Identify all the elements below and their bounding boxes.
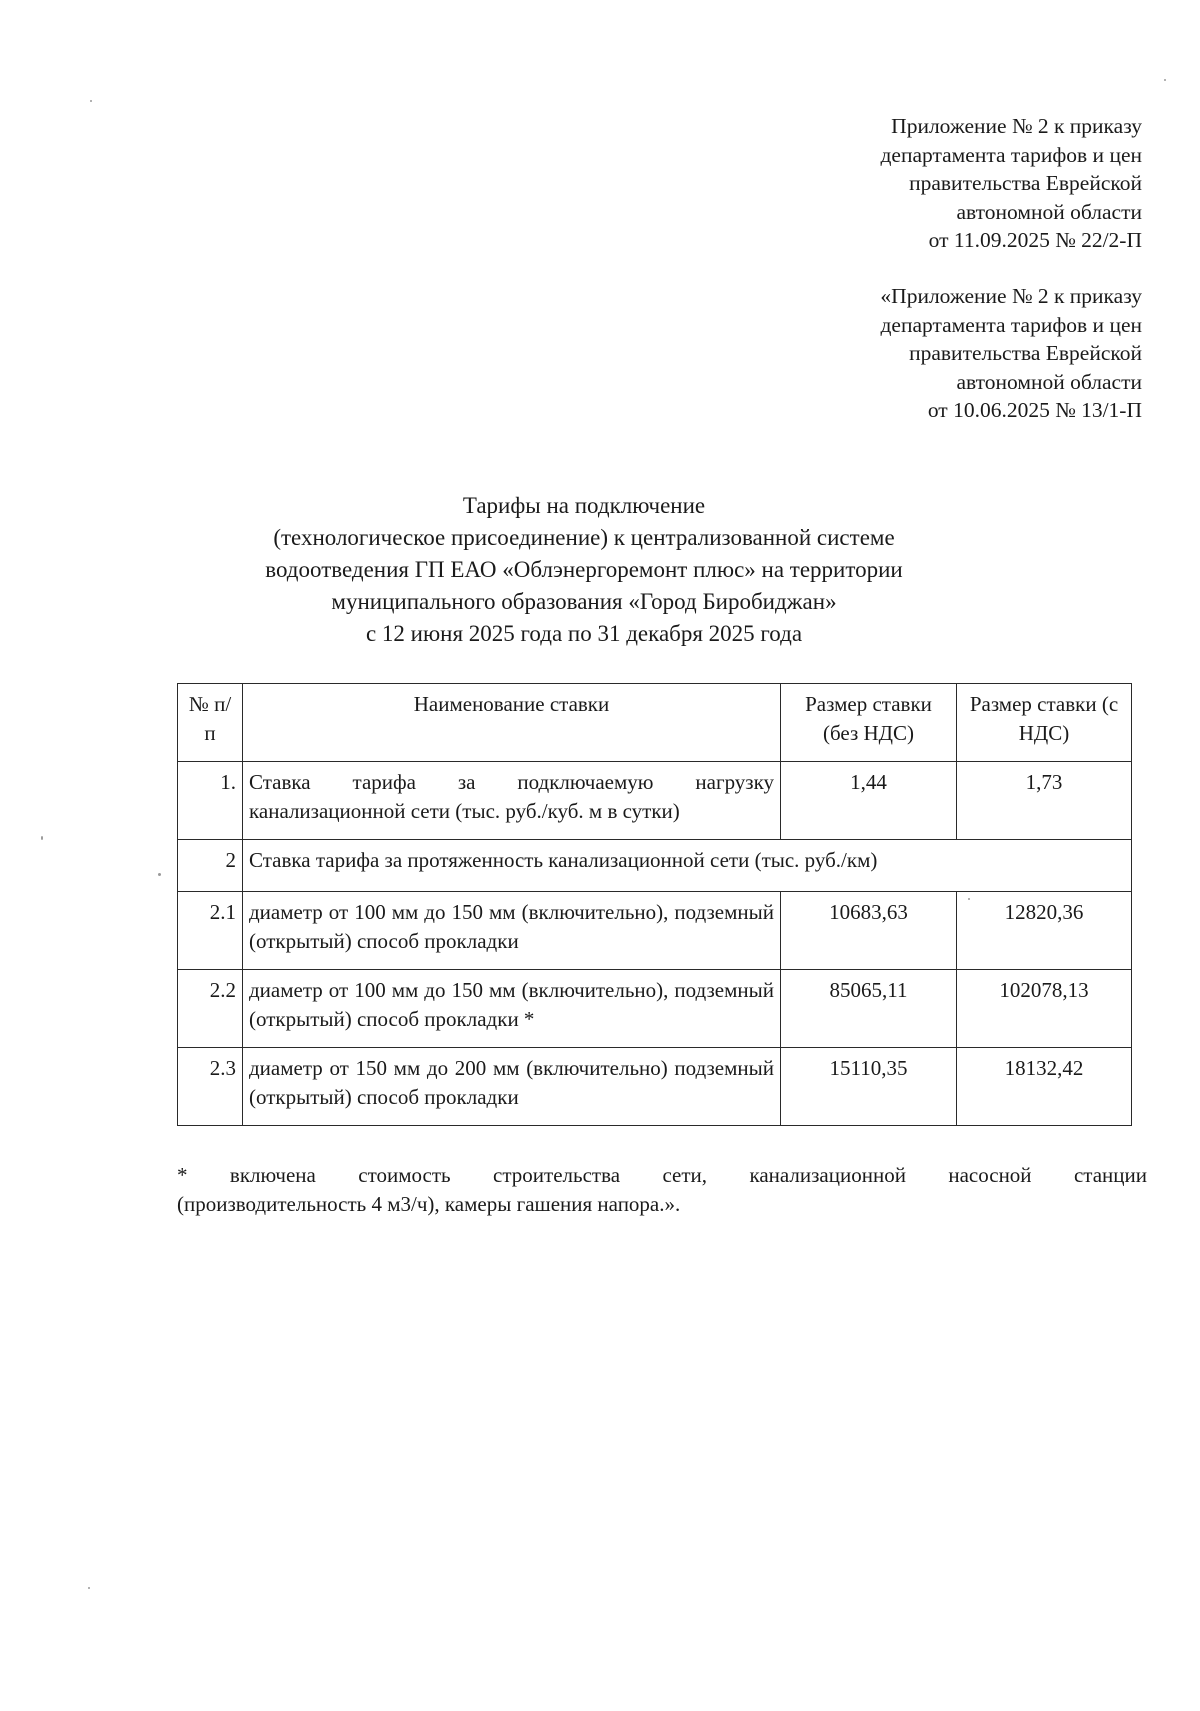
row-rate-name: Ставка тарифа за подключаемую нагрузку канализационной сети (тыс. руб./куб. м в сутки) <box>243 762 781 840</box>
scan-speck <box>41 836 43 840</box>
row-rate-name: диаметр от 100 мм до 150 мм (включительно), подземный (открытый) способ прокладки * <box>243 970 781 1048</box>
row-rate-without-vat: 1,44 <box>781 762 957 840</box>
title-line: Тарифы на подключение <box>462 493 706 518</box>
table-section-row <box>178 840 1132 892</box>
appendix-line: правительства Еврейской <box>909 341 1142 365</box>
scan-speck <box>90 100 92 102</box>
row-rate-with-vat: 1,73 <box>957 762 1132 840</box>
row-number: 2.1 <box>178 892 243 970</box>
table-row <box>178 970 1132 1048</box>
table-row <box>178 762 1132 840</box>
scan-speck <box>88 1587 90 1589</box>
appendix-line: автономной области <box>956 369 1142 394</box>
appendix-reference-previous <box>722 282 1142 425</box>
title-line: водоотведения ГП ЕАО «Облэнергоремонт плюс» на территории <box>265 557 903 582</box>
row-rate-name: диаметр от 100 мм до 150 мм (включительно), подземный (открытый) способ прокладки <box>243 892 781 970</box>
scan-speck <box>968 898 970 900</box>
title-line: (технологическое присоединение) к централизованной системе <box>273 525 895 550</box>
row-number: 2.3 <box>178 1048 243 1126</box>
table-row <box>178 892 1132 970</box>
row-number: 1. <box>178 762 243 840</box>
row-rate-without-vat: 10683,63 <box>781 892 957 970</box>
scan-speck <box>1164 79 1166 81</box>
row-rate-with-vat: 18132,42 <box>957 1048 1132 1126</box>
table-header-row <box>178 684 1132 762</box>
row-rate-with-vat: 12820,36 <box>957 892 1132 970</box>
appendix-line: департамента тарифов и цен <box>880 312 1142 337</box>
row-rate-with-vat: 102078,13 <box>957 970 1132 1048</box>
appendix-reference-current <box>722 112 1142 255</box>
header-rate-without-vat: Размер ставки (без НДС) <box>781 684 957 762</box>
header-number: № п/п <box>178 684 243 762</box>
appendix-line: правительства Еврейской <box>909 171 1142 195</box>
tariff-table <box>177 683 1132 1126</box>
header-rate-with-vat: Размер ставки (с НДС) <box>957 684 1132 762</box>
header-rate-name: Наименование ставки <box>243 684 781 762</box>
table-row <box>178 1048 1132 1126</box>
row-section-name: Ставка тарифа за протяженность канализационной сети (тыс. руб./км) <box>243 840 1132 892</box>
appendix-line: автономной области <box>956 199 1142 224</box>
footnote-line: (производительность 4 м3/ч), камеры гашения напора.». <box>177 1191 681 1216</box>
title-line: с 12 июня 2025 года по 31 декабря 2025 года <box>365 621 803 646</box>
appendix-line: от 10.06.2025 № 13/1-П <box>927 398 1142 422</box>
footnote <box>177 1161 1147 1218</box>
document-title <box>160 490 1008 650</box>
footnote-line: * включена стоимость строительства сети, канализационной насосной станции <box>177 1163 1147 1187</box>
title-line: муниципального образования «Город Биробиджан» <box>331 589 837 614</box>
scan-speck <box>158 873 161 876</box>
appendix-line: Приложение № 2 к приказу <box>891 114 1142 138</box>
appendix-line: департамента тарифов и цен <box>880 142 1142 167</box>
row-number: 2.2 <box>178 970 243 1048</box>
row-rate-without-vat: 85065,11 <box>781 970 957 1048</box>
row-number: 2 <box>178 840 243 892</box>
row-rate-name: диаметр от 150 мм до 200 мм (включительно) подземный (открытый) способ прокладки <box>243 1048 781 1126</box>
appendix-line: «Приложение № 2 к приказу <box>880 284 1142 308</box>
row-rate-without-vat: 15110,35 <box>781 1048 957 1126</box>
appendix-line: от 11.09.2025 № 22/2-П <box>928 228 1142 252</box>
